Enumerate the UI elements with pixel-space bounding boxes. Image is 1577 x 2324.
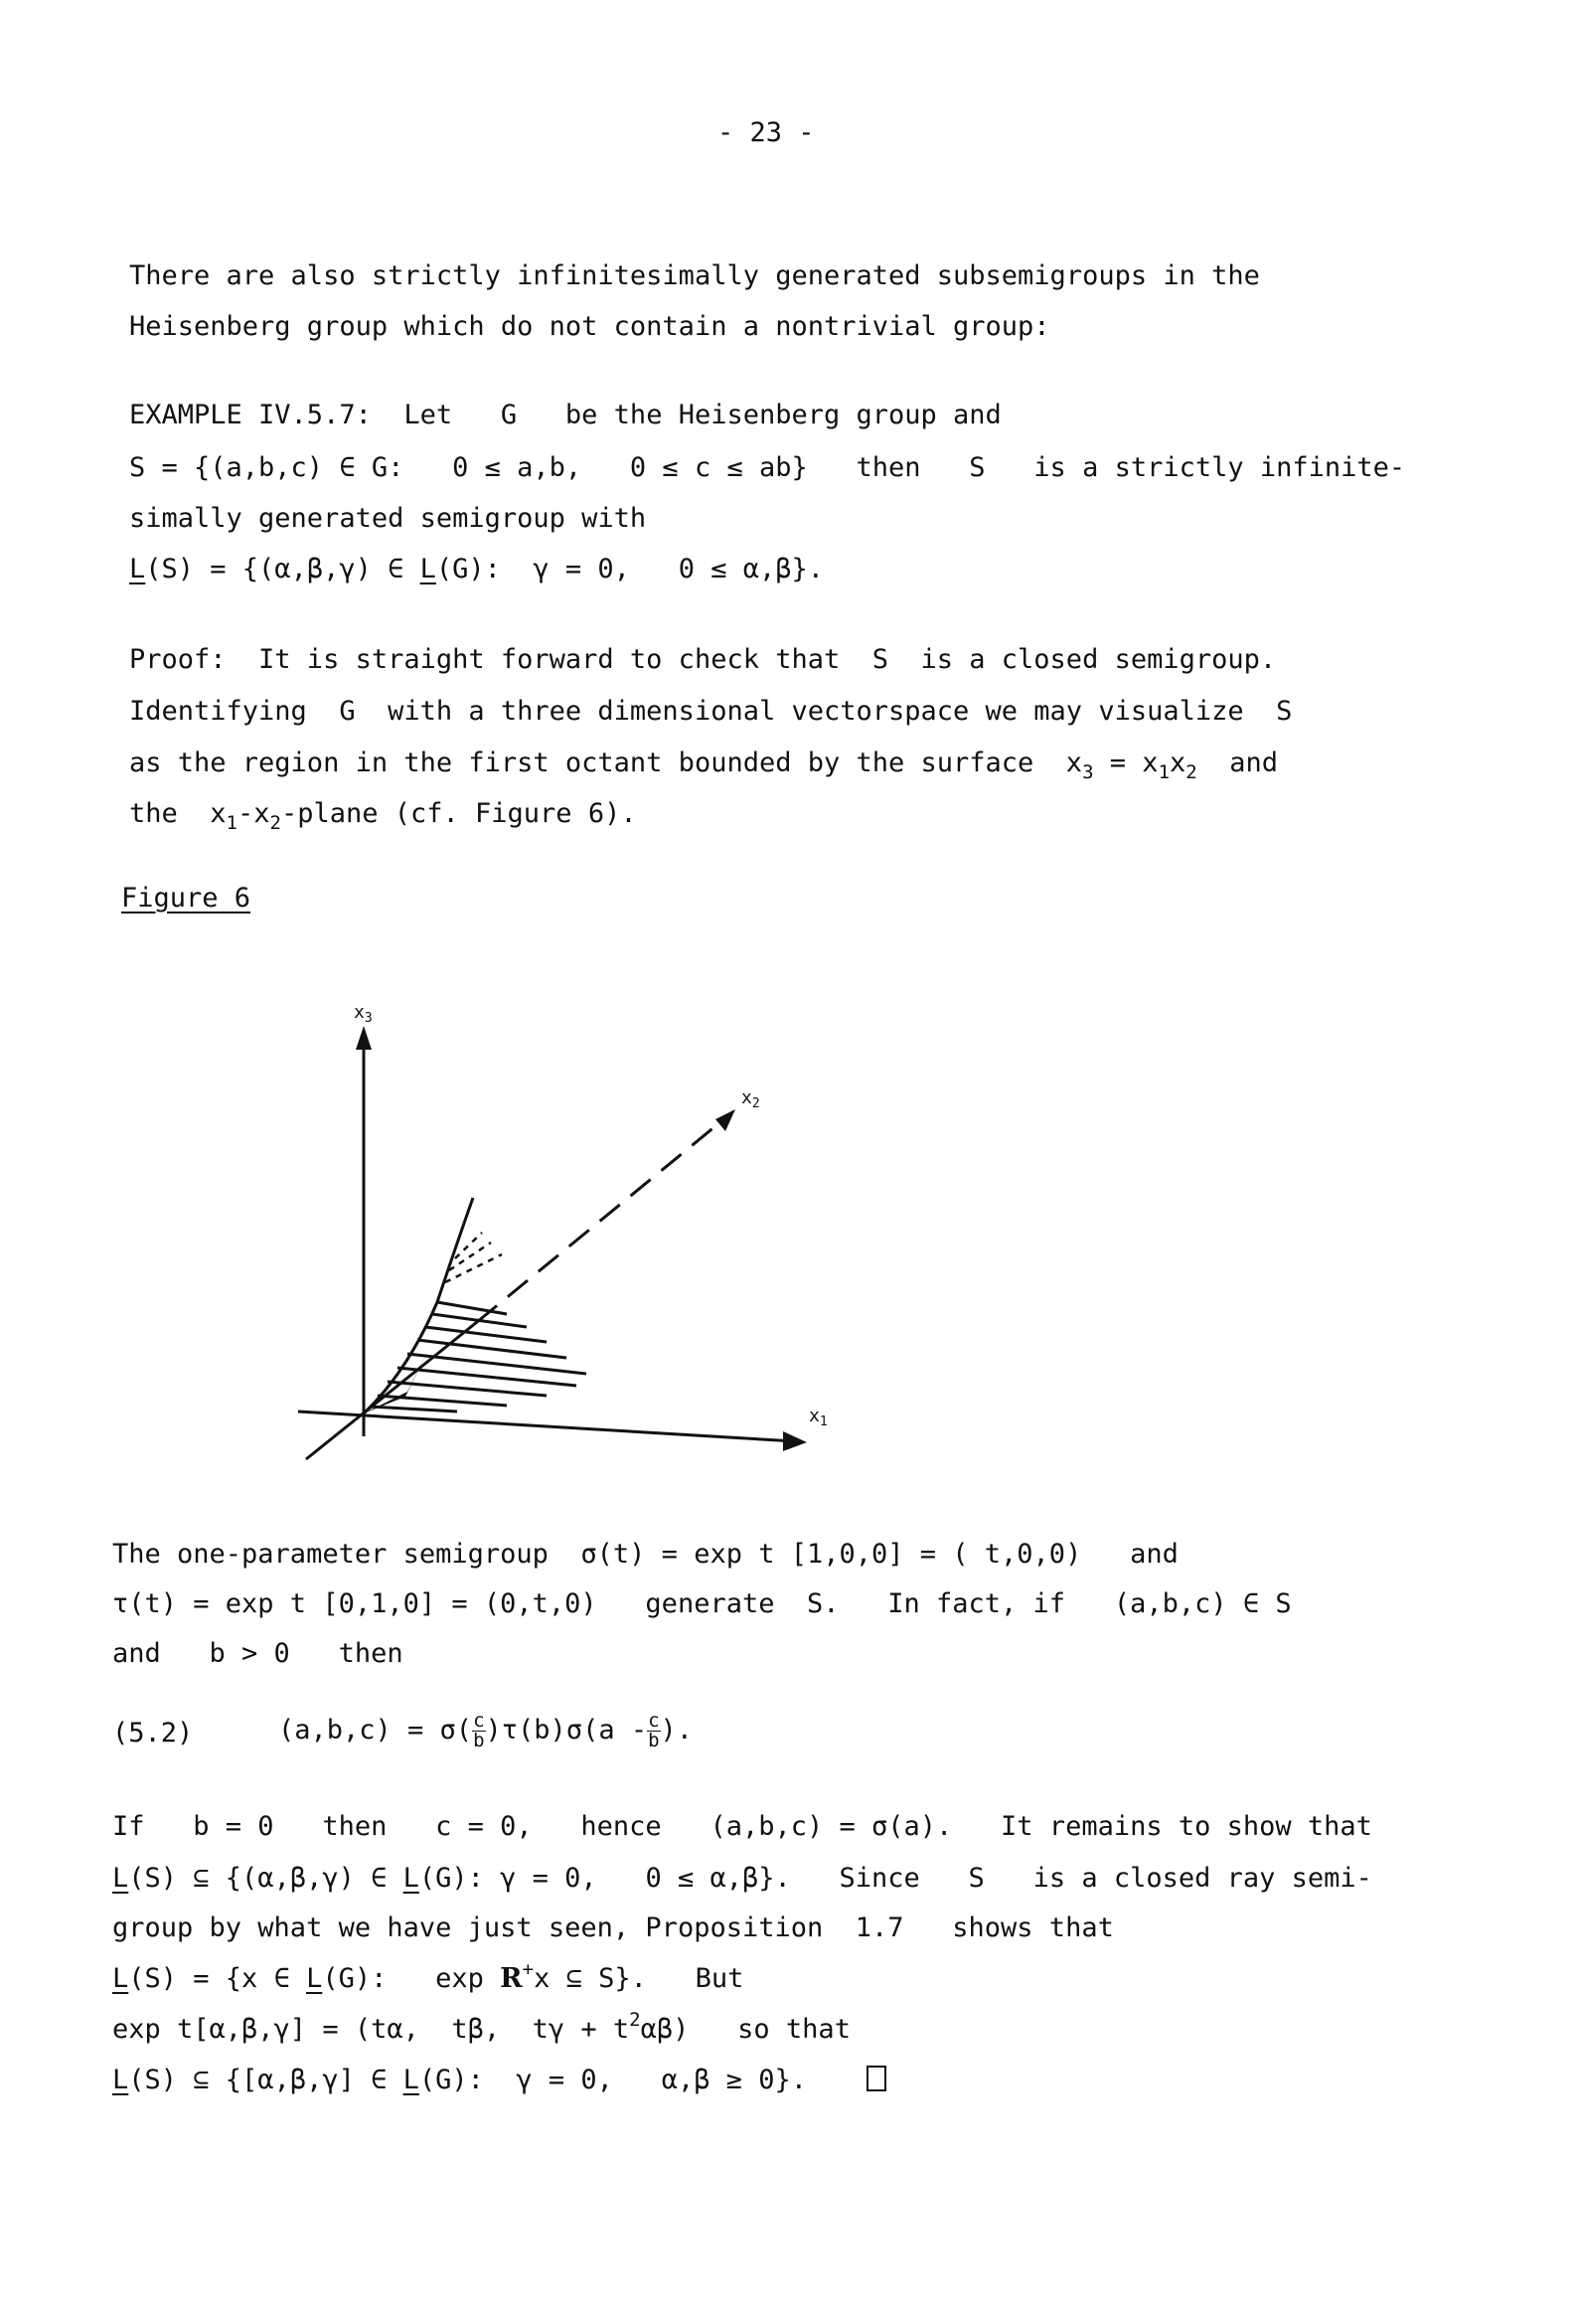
hatch-line — [432, 1314, 527, 1327]
after-line-5: If b = 0 then c = 0, hence (a,b,c) = σ(a). It remains to show that — [112, 1811, 1372, 1842]
after-line-3: and b > 0 then — [112, 1638, 403, 1669]
proof-line-1: Proof: It is straight forward to check that S is a closed semigroup. — [129, 644, 1277, 675]
x3-arrowhead — [356, 1026, 372, 1050]
x3-label: $x_3$ — [354, 1004, 373, 1026]
proof-line-4: the $x_1-x_2$-plane (cf. Figure 6). — [129, 798, 637, 834]
after-line-9: exp t[α,β,γ] = (tα, tβ, $t\gamma + t^2\alpha\beta$) so that — [112, 2009, 851, 2045]
intro-line-1: There are also strictly infinitesimally generated subsemigroups in the — [129, 260, 1260, 291]
qed-box — [867, 2066, 886, 2091]
example-line-1: EXAMPLE IV.5.7: Let G be the Heisenberg group and — [129, 400, 1002, 430]
hatch-line — [437, 1302, 507, 1314]
after-line-6: L(S) ⊆ {(α,β,γ) ∈ L(G): γ = 0, 0 ≤ α,β}. Since S is a closed ray semi- — [112, 1863, 1372, 1894]
proof-line-3: as the region in the first octant bounded by the surface $x_3 = x_1x_2$ and — [129, 747, 1279, 783]
x1-axis — [298, 1411, 795, 1441]
after-line-2: τ(t) = exp t [0,1,0] = (0,t,0) generate S. In fact, if (a,b,c) ∈ S — [112, 1588, 1292, 1619]
page-number: - 23 - — [717, 117, 815, 148]
example-line-4: L(S) = {(α,β,γ) ∈ L(G): γ = 0, 0 ≤ α,β}. — [129, 554, 825, 584]
fraction-c-over-b-2: $\frac{c}{b}$ — [648, 1710, 660, 1751]
x2-label: $x_2$ — [741, 1087, 760, 1111]
hatch-line — [370, 1407, 457, 1411]
proof-line-2: Identifying G with a three dimensional vectorspace we may visualize S — [129, 696, 1293, 727]
after-line-7: group by what we have just seen, Proposition 1.7 shows that — [112, 1912, 1114, 1943]
after-line-1: The one-parameter semigroup σ(t) = exp t [1,0,0] = ( t,0,0) and — [112, 1539, 1179, 1570]
example-line-3: simally generated semigroup with — [129, 503, 647, 534]
example-title: EXAMPLE IV.5.7: — [129, 400, 372, 430]
hatch-line — [425, 1327, 547, 1342]
example-line-2: S = {(a,b,c) ∈ G: 0 ≤ a,b, 0 ≤ c ≤ ab} then S is a strictly infinite- — [129, 452, 1406, 483]
equation-5-2: (a,b,c) = σ( $\frac{c}{b}$ )τ(b)σ(a - $\frac{c}{b}$ ). — [278, 1710, 694, 1751]
equation-5-2-label: (5.2) — [112, 1718, 194, 1748]
figure-6-plot — [278, 1004, 874, 1501]
after-line-10: L(S) ⊆ {[α,β,γ] ∈ L(G): γ = 0, α,β ≥ 0}. — [112, 2065, 886, 2095]
x1-label: $x_1$ — [809, 1406, 828, 1429]
figure-caption: Figure 6 — [121, 883, 251, 913]
x2-axis-dashed — [477, 1121, 721, 1322]
fraction-c-over-b: $\frac{c}{b}$ — [473, 1710, 485, 1751]
x2-arrowhead — [715, 1109, 735, 1131]
intro-line-2: Heisenberg group which do not contain a nontrivial group: — [129, 311, 1050, 342]
after-line-8: L(S) = {x ∈ L(G): exp R+x ⊆ S}. But — [112, 1958, 744, 1994]
x1-arrowhead — [783, 1431, 807, 1451]
